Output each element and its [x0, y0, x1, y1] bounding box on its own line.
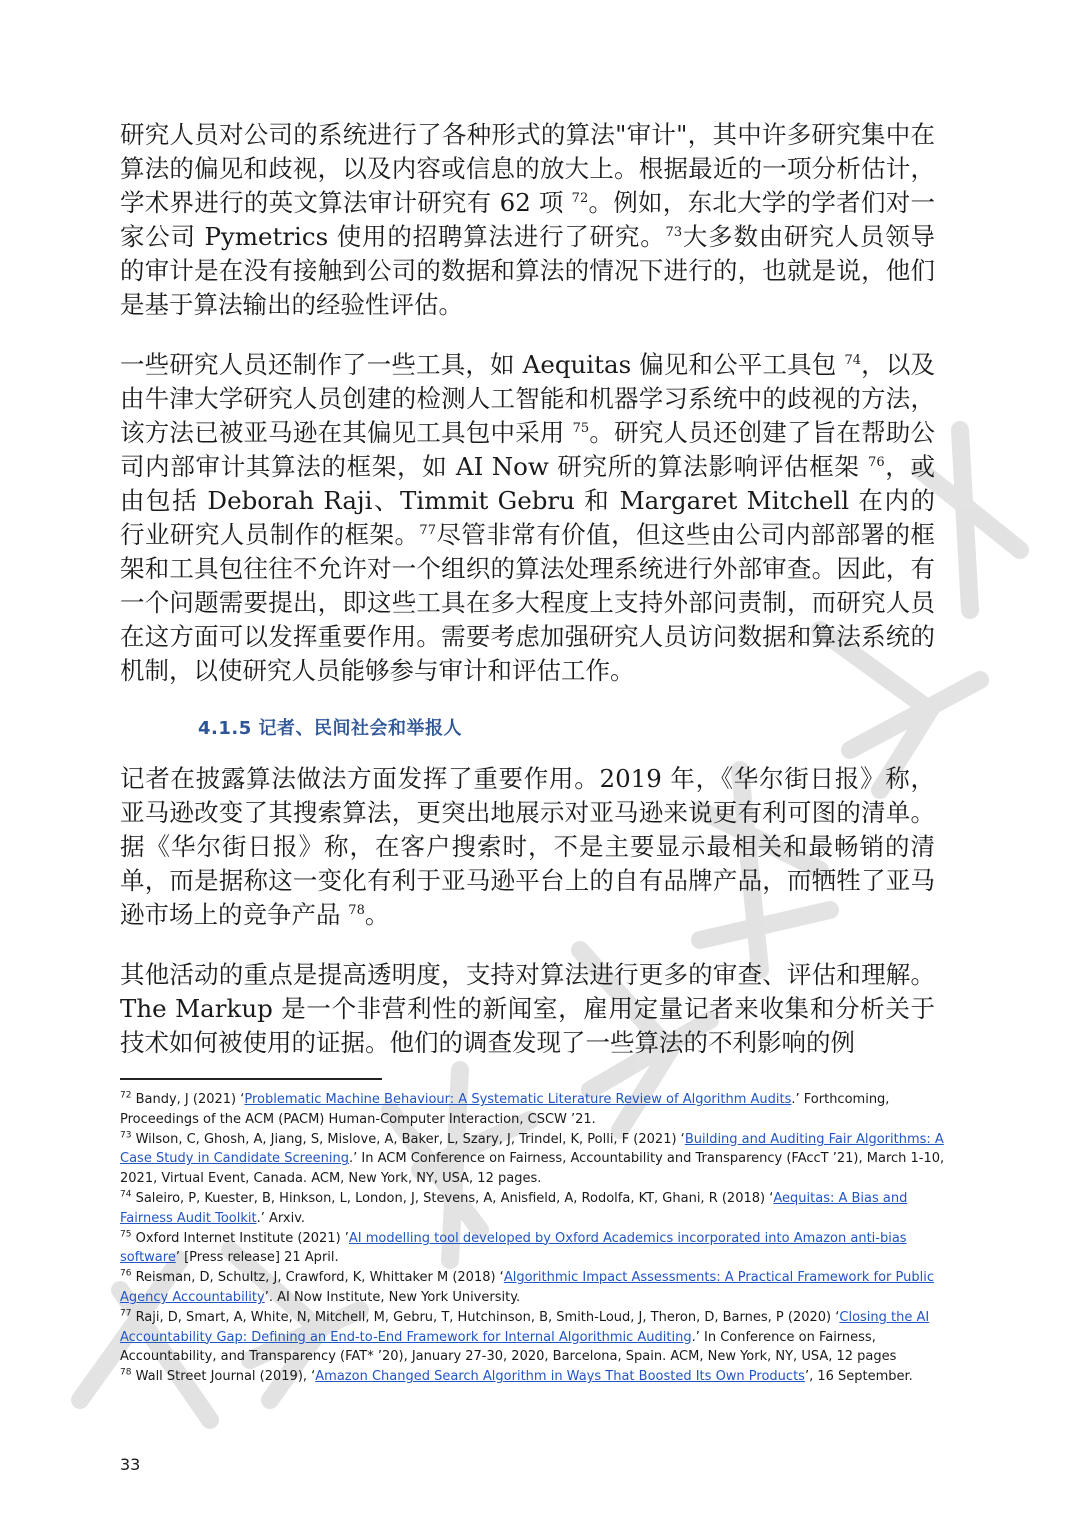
text-run: 。研究人员还创建了旨在帮助公司内部审计其算法的框架，如 AI Now 研究所的算法影响评估框架 — [120, 418, 935, 481]
text-run: 研究人员对公司的系统进行了各种形式的算法"审计"，其中许多研究集中在算法的偏见和歧视，以及内容或信息的放大上。根据最近的一项分析估计，学术界进行的英文算法审计研究有 62 项 — [120, 120, 935, 217]
text-run: 记者在披露算法做法方面发挥了重要作用。2019 年，《华尔街日报》称，亚马逊改变了其搜索算法，更突出地展示对亚马逊来说更有利可图的清单。据《华尔街日报》称，在客户搜索时，不是主要显示最相关和最畅销的清单，而是据称这一变化有利于亚马逊平台上的自有品牌产品，而牺牲了亚马逊市场上的竞争产品 — [120, 764, 935, 929]
text-run: Wall Street Journal (2019), ‘ — [131, 1369, 316, 1385]
text-run: Saleiro, P, Kuester, B, Hinkson, L, London, J, Stevens, A, Anisfield, A, Rodolfa, KT, Ghani, R (2018) ‘ — [131, 1190, 774, 1206]
footnote-divider — [120, 1078, 382, 1080]
text-run: 一些研究人员还制作了一些工具，如 Aequitas 偏见和公平工具包 — [120, 350, 845, 379]
footnote-77 — [120, 1308, 950, 1367]
footnote-ref: 73 — [665, 224, 683, 240]
footnote-number: 76 — [120, 1268, 132, 1279]
text-run: 。例如，东北大学的学者们对一家公司 Pymetrics 使用的招聘算法进行了研究。 — [120, 188, 935, 251]
paragraph-2 — [120, 348, 935, 688]
footnote-ref: 75 — [572, 420, 590, 436]
text-run: Oxford Internet Institute (2021) ’ — [131, 1230, 349, 1246]
text-run: 尽管非常有价值，但这些由公司内部部署的框架和工具包往往不允许对一个组织的算法处理系统进行外部审查。因此，有一个问题需要提出，即这些工具在多大程度上支持外部问责制，而研究人员在这方面可以发挥重要作用。需要考虑加强研究人员访问数据和算法系统的机制，以使研究人员能够参与审计和评估工作。 — [120, 520, 935, 685]
footnote-number: 77 — [120, 1308, 132, 1319]
text-run: .’ In Conference on Fairness, Accountability, and Transparency (FAT* ’20), January 27-30, 2020, Barcelona, Spain. ACM, New York, NY, USA, 12 pages — [120, 1329, 897, 1365]
paragraph-4 — [120, 958, 935, 1060]
text-run: .’ In ACM Conference on Fairness, Accountability and Transparency (FAccT ’21), March 1-10, 2021, Virtual Event, Canada. ACM, New York, NY, USA, 12 pages. — [120, 1151, 945, 1187]
footnote-73 — [120, 1130, 950, 1189]
footnote-78 — [120, 1367, 950, 1387]
citation-link[interactable]: Algorithmic Impact Assessments: A Practical Framework for Public Agency Accountability — [120, 1270, 934, 1305]
text-run: ，以及由牛津大学研究人员创建的检测人工智能和机器学习系统中的歧视的方法，该方法已被亚马逊在其偏见工具包中采用 — [120, 350, 935, 447]
footnote-number: 72 — [120, 1090, 132, 1101]
main-content — [120, 118, 935, 1086]
paragraph-1 — [120, 118, 935, 322]
footnote-number: 75 — [120, 1229, 132, 1240]
footnote-74 — [120, 1189, 950, 1229]
footnote-number: 74 — [120, 1189, 132, 1200]
text-run: Bandy, J (2021) ‘ — [131, 1092, 245, 1107]
text-run: .’ Forthcoming, Proceedings of the ACM (PACM) Human-Computer Interaction, CSCW ’21. — [120, 1092, 890, 1127]
citation-link[interactable]: Aequitas: A Bias and Fairness Audit Toolkit — [120, 1190, 908, 1226]
text-run: ’. AI Now Institute, New York University. — [264, 1289, 521, 1305]
section-heading: 4.1.5 记者、民间社会和举报人 — [198, 718, 463, 739]
footnote-ref: 77 — [419, 522, 436, 538]
text-run: 大多数由研究人员领导的审计是在没有接触到公司的数据和算法的情况下进行的，也就是说，他们是基于算法输出的经验性评估。 — [120, 222, 935, 319]
citation-link[interactable]: Amazon Changed Search Algorithm in Ways That Boosted Its Own Products — [315, 1369, 805, 1385]
text-run: ，或由包括 Deborah Raji、Timmit Gebru 和 Margaret Mitchell 在内的行业研究人员制作的框架。 — [120, 452, 935, 549]
footnote-ref: 72 — [571, 190, 589, 206]
footnote-ref: 76 — [868, 454, 885, 470]
text-run: .’ Arxiv. — [256, 1210, 306, 1226]
citation-link[interactable]: AI modelling tool developed by Oxford Academics incorporated into Amazon anti-bias software — [120, 1230, 907, 1266]
text-run: Reisman, D, Schultz, J, Crawford, K, Whittaker M (2018) ‘ — [131, 1270, 504, 1286]
footnote-number: 73 — [120, 1130, 132, 1141]
footnote-72 — [120, 1090, 950, 1130]
citation-link[interactable]: Closing the AI Accountability Gap: Defining an End-to-End Framework for Internal Algorithmic Auditing — [120, 1309, 930, 1345]
text-run: ’, 16 September. — [804, 1369, 913, 1385]
paragraph-3 — [120, 762, 935, 932]
footnote-ref: 78 — [348, 902, 365, 918]
citation-link[interactable]: Building and Auditing Fair Algorithms: A Case Study in Candidate Screening — [120, 1131, 944, 1167]
citation-link[interactable]: Problematic Machine Behaviour: A Systematic Literature Review of Algorithm Audits — [244, 1092, 792, 1107]
text-run: Wilson, C, Ghosh, A, Jiang, S, Mislove, A, Baker, L, Szary, J, Trindel, K, Polli, F (2021) ‘ — [131, 1131, 685, 1147]
text-run: Raji, D, Smart, A, White, N, Mitchell, M, Gebru, T, Hutchinson, B, Smith-Loud, J, Theron, D, Barnes, P (2020) ‘ — [131, 1309, 840, 1325]
text-run: 。 — [364, 900, 390, 929]
text-run: ’ [Press release] 21 April. — [175, 1250, 339, 1266]
footnote-76 — [120, 1268, 950, 1308]
text-run: 其他活动的重点是提高透明度，支持对算法进行更多的审查、评估和理解。The Markup 是一个非营利性的新闻室，雇用定量记者来收集和分析关于技术如何被使用的证据。他们的调查发现了一些算法的不利影响的例 — [120, 960, 935, 1057]
footnotes — [120, 1090, 950, 1387]
page-number: 33 — [120, 1455, 141, 1474]
footnote-number: 78 — [120, 1367, 132, 1378]
footnote-ref: 74 — [844, 352, 861, 368]
footnote-75 — [120, 1229, 950, 1269]
